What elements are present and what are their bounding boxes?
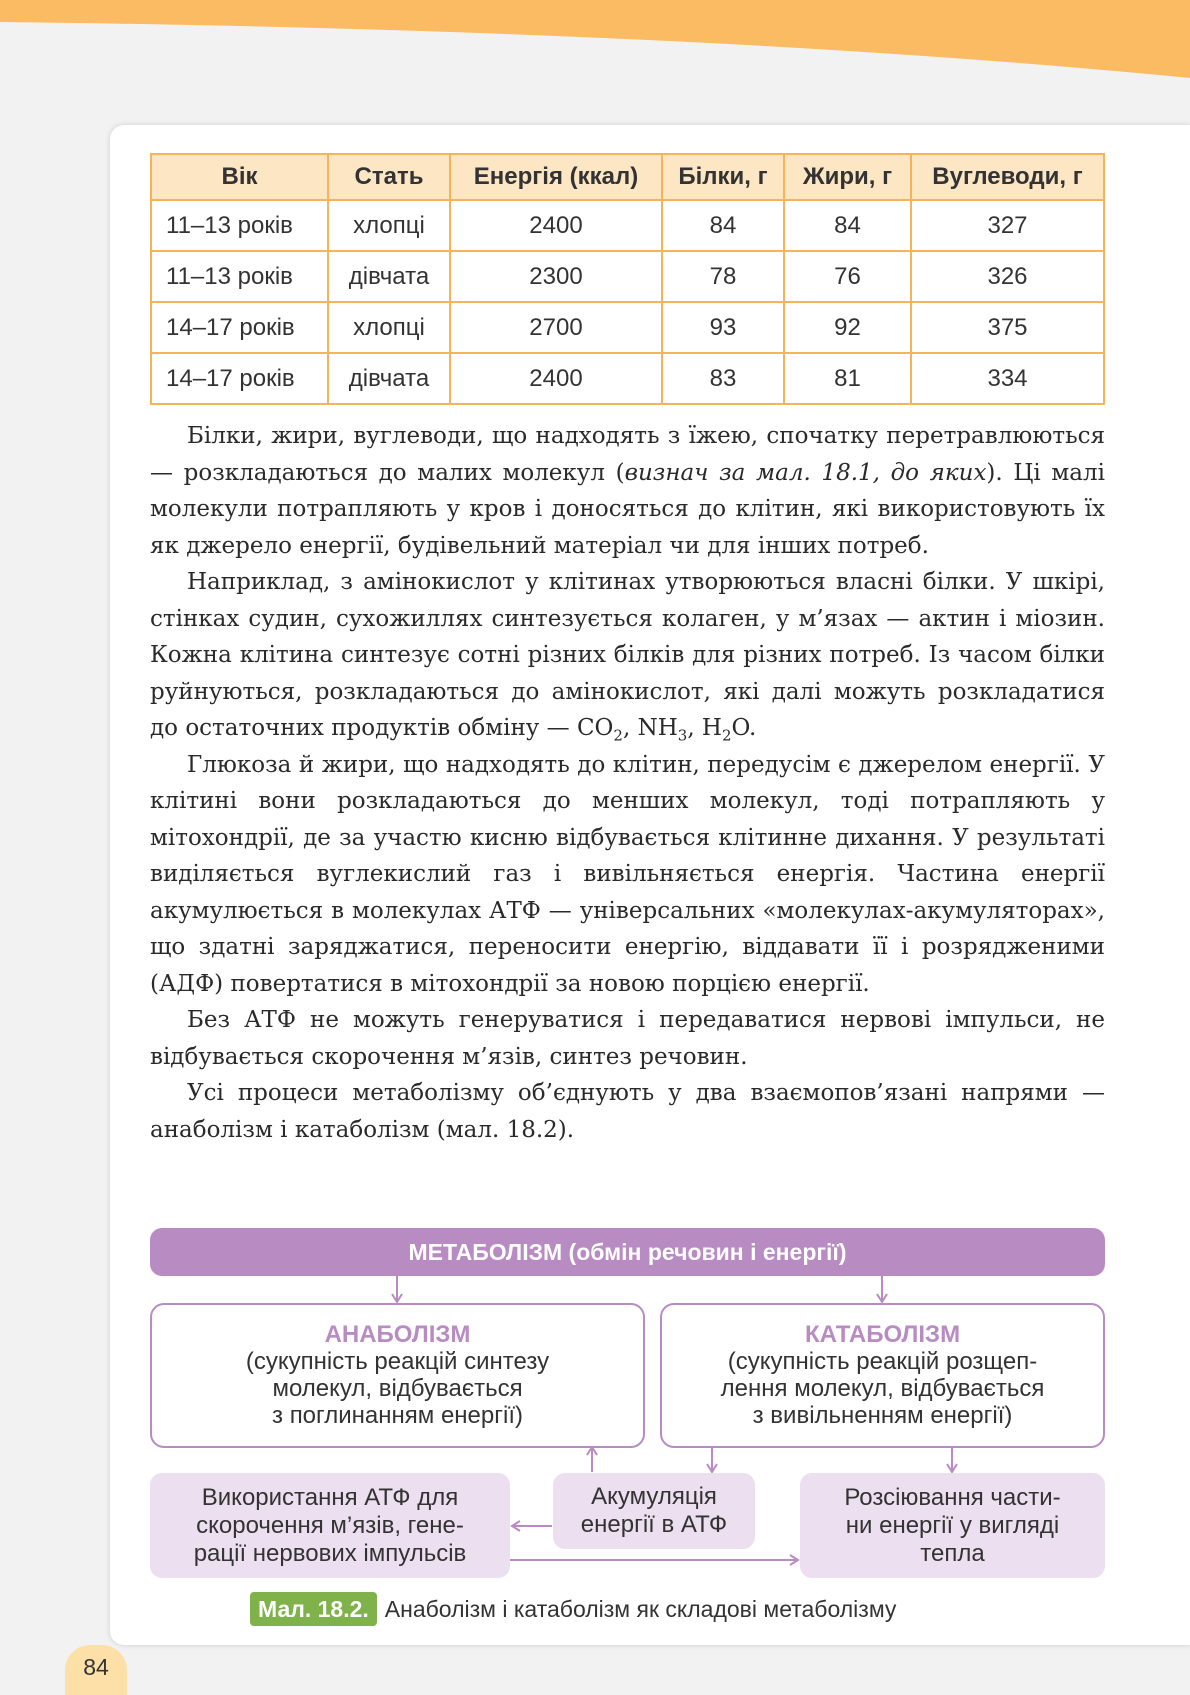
anabolism-heading: АНАБОЛІЗМ — [324, 1321, 471, 1348]
metabolism-title-bar: МЕТАБОЛІЗМ (обмін речовин і енергії) — [150, 1228, 1105, 1276]
top-decorative-band — [0, 0, 1190, 90]
paragraph: Без АТФ не можуть генеруватися і передаватися нервові імпульси, не відбувається скорочення м’язів, синтез речовин. — [150, 1007, 1105, 1070]
figure-caption — [250, 1592, 896, 1626]
text-run: ). Ці малі молекули потрапляють у кров і доносяться до клітин, які використовують їх як джерело енергії, будівельний матеріал чи для інших потреб. — [150, 459, 1105, 559]
atp-accumulation-box: Акумуляція енергії в АТФ — [553, 1473, 755, 1549]
anabolism-description: (сукупність реакцій синтезу молекул, відбувається з поглинанням енергії) — [245, 1348, 550, 1429]
paragraph: Усі процеси метаболізму об’єднують у два взаємопов’язані напрями — анаболізм і катаболізм (мал. 18.2). — [150, 1080, 1105, 1143]
cell-sex: дівчата — [328, 251, 450, 302]
table-row — [151, 302, 1104, 353]
table-row — [151, 353, 1104, 404]
cell-fats: 84 — [784, 200, 911, 251]
table-row — [151, 200, 1104, 251]
body-text — [150, 418, 1105, 1148]
cell-carbs: 334 — [911, 353, 1104, 404]
nutrition-norms-table — [150, 153, 1105, 405]
header-carbs: Вуглеводи, г — [911, 154, 1104, 200]
catabolism-heading: КАТАБОЛІЗМ — [804, 1321, 961, 1348]
text-run: Наприклад, з амінокислот у клітинах утворюються власні білки. У шкірі, стінках судин, сухожиллях синтезується колаген, у м’язах — актин і міозин. Кожна клітина синтезує сотні різних білків для різних потреб. Із часом білки руйнуються, розкладаються до амінокислот, які далі можуть розкладатися до остаточних продуктів обміну — CO — [150, 569, 1105, 741]
cell-age: 14–17 років — [151, 302, 328, 353]
subscript: 2 — [613, 726, 623, 745]
cell-sex: хлопці — [328, 200, 450, 251]
header-age: Вік — [151, 154, 328, 200]
cell-fats: 92 — [784, 302, 911, 353]
page-number: 84 — [65, 1645, 127, 1695]
paragraph — [150, 564, 1105, 747]
subscript: 2 — [722, 726, 732, 745]
paragraph — [150, 418, 1105, 564]
cell-carbs: 327 — [911, 200, 1104, 251]
text-run: Білки, жири, вуглеводи, що надходять з їжею, спочатку перетравлюються — розкладаються до малих молекул ( — [150, 423, 1105, 486]
cell-age: 11–13 років — [151, 200, 328, 251]
table-header-row — [151, 154, 1104, 200]
cell-fats: 81 — [784, 353, 911, 404]
header-energy: Енергія (ккал) — [450, 154, 662, 200]
cell-age: 14–17 років — [151, 353, 328, 404]
cell-age: 11–13 років — [151, 251, 328, 302]
cell-proteins: 84 — [662, 200, 784, 251]
cell-fats: 76 — [784, 251, 911, 302]
cell-energy: 2700 — [450, 302, 662, 353]
catabolism-description: (сукупність реакцій розщеп- лення молекул, відбувається з вивільненням енергії) — [720, 1348, 1045, 1429]
cell-proteins: 83 — [662, 353, 784, 404]
atp-use-box: Використання АТФ для скорочення м’язів, гене- рації нервових імпульсів — [150, 1473, 510, 1578]
text-run: O. — [731, 715, 757, 741]
catabolism-box — [660, 1303, 1105, 1448]
italic-reference: визнач за мал. 18.1, до яких — [624, 459, 987, 486]
cell-carbs: 375 — [911, 302, 1104, 353]
table-row — [151, 251, 1104, 302]
cell-energy: 2400 — [450, 200, 662, 251]
cell-proteins: 78 — [662, 251, 784, 302]
cell-energy: 2300 — [450, 251, 662, 302]
cell-sex: хлопці — [328, 302, 450, 353]
cell-energy: 2400 — [450, 353, 662, 404]
text-run: , NH — [622, 715, 678, 741]
text-run: , H — [687, 715, 722, 741]
anabolism-box — [150, 1303, 645, 1448]
header-fats: Жири, г — [784, 154, 911, 200]
figure-caption-text: Анаболізм і катаболізм як складові метаболізму — [384, 1596, 897, 1622]
header-proteins: Білки, г — [662, 154, 784, 200]
subscript: 3 — [677, 726, 688, 745]
cell-carbs: 326 — [911, 251, 1104, 302]
figure-number-tag: Мал. 18.2. — [250, 1592, 377, 1626]
cell-proteins: 93 — [662, 302, 784, 353]
heat-dissipation-box: Розсіювання части- ни енергії у вигляді тепла — [800, 1473, 1105, 1578]
paragraph: Глюкоза й жири, що надходять до клітин, передусім є джерелом енергії. У клітині вони розкладаються до менших молекул, тоді потрапляють у мітохондрії, де за участю кисню відбувається клітинне дихання. У результаті виділяється вуглекислий газ і вивільняється енергія. Частина енергії акумулюється в молекулах АТФ — універсальних «молекулах-акумуляторах», що здатні заряджатися, переносити енергію, віддавати її і розрядженими (АДФ) повертатися в мітохондрії за новою порцією енергії. — [150, 751, 1105, 997]
header-sex: Стать — [328, 154, 450, 200]
cell-sex: дівчата — [328, 353, 450, 404]
